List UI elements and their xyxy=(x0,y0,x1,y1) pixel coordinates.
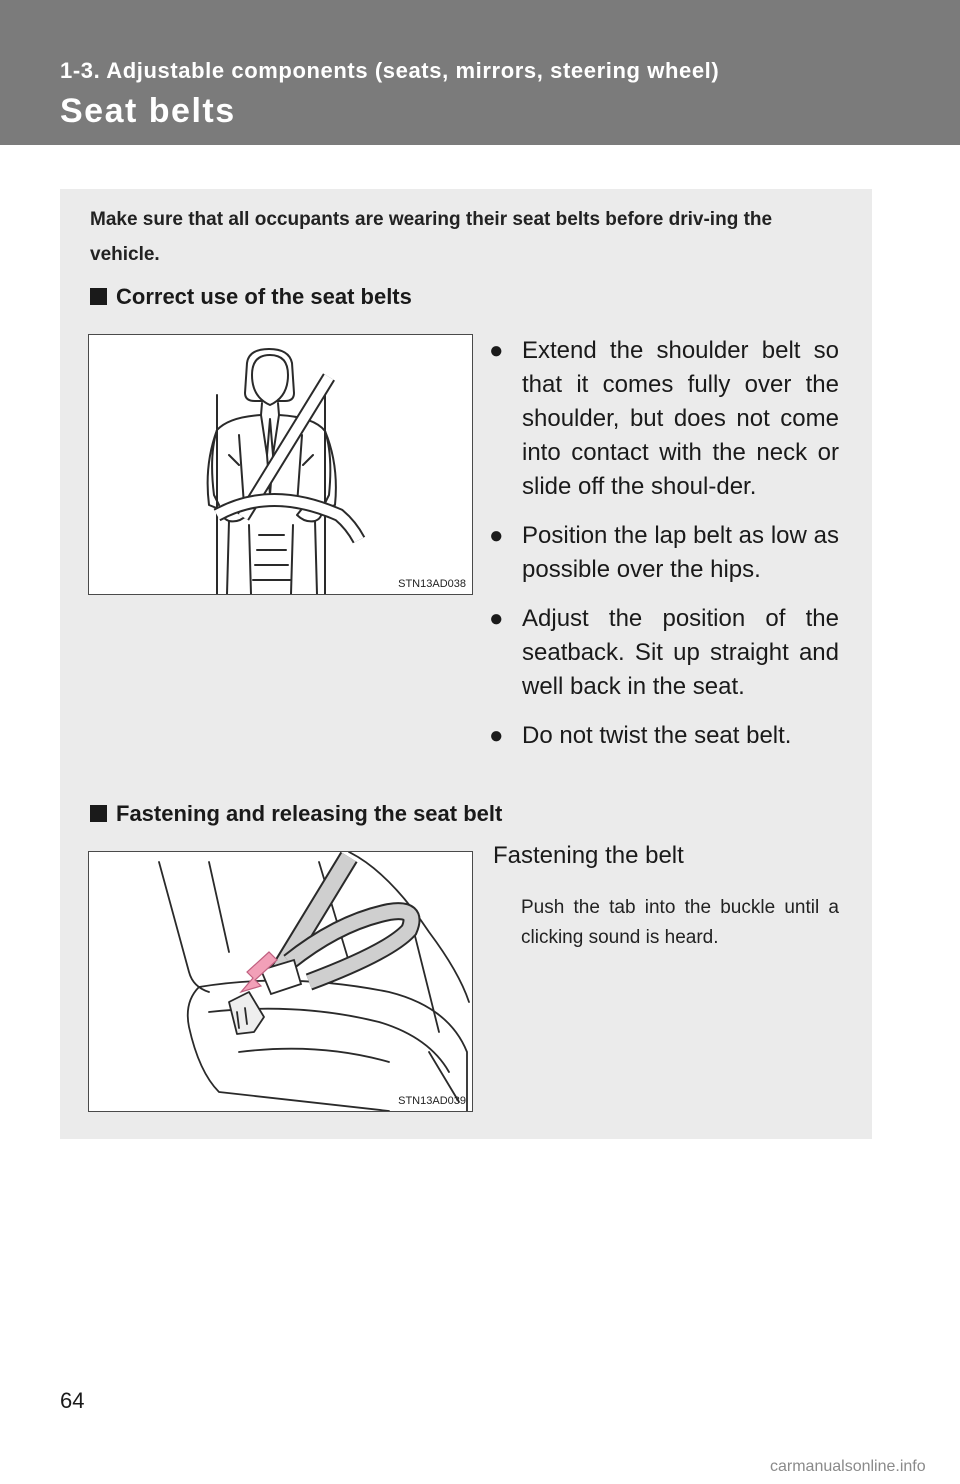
list-item: ● Adjust the position of the seatback. Sit up straight and well back in the seat. xyxy=(489,602,839,704)
buckle-illustration xyxy=(89,852,472,1111)
subheading-text: Fastening and releasing the seat belt xyxy=(116,801,503,826)
bullet-dot-icon: ● xyxy=(489,522,504,549)
fastening-description: Push the tab into the buckle until a clicking sound is heard. xyxy=(521,897,839,948)
figure-buckle xyxy=(88,851,473,1112)
section-title: 1-3. Adjustable components (seats, mirrors, steering wheel) xyxy=(60,58,720,83)
subheading-fastening xyxy=(90,801,502,827)
figure-seated-occupant xyxy=(88,334,473,595)
bullet-dot-icon: ● xyxy=(489,337,504,364)
intro-text: Make sure that all occupants are wearing their seat belts before driv-ing the vehicle. xyxy=(90,209,773,265)
bullet-list xyxy=(489,334,839,768)
subheading-text: Correct use of the seat belts xyxy=(116,284,412,309)
subheading-correct-use xyxy=(90,284,412,310)
fastening-label: Fastening the belt xyxy=(493,842,684,869)
list-item: ● Do not twist the seat belt. xyxy=(489,719,839,753)
list-item: ● Position the lap belt as low as possible over the hips. xyxy=(489,519,839,587)
bullet-dot-icon: ● xyxy=(489,722,504,749)
page-header xyxy=(0,0,960,145)
page-title: Seat belts xyxy=(60,92,236,130)
square-bullet-icon xyxy=(90,288,107,305)
list-item: ● Extend the shoulder belt so that it comes fully over the shoulder, but does not come into contact with the neck or slide off the shoul-der. xyxy=(489,334,839,504)
figure-code: STN13AD038 xyxy=(398,578,466,590)
bullet-dot-icon: ● xyxy=(489,605,504,632)
seated-occupant-illustration xyxy=(89,335,472,594)
watermark: carmanualsonline.info xyxy=(770,1458,926,1475)
page-number: 64 xyxy=(60,1388,85,1413)
square-bullet-icon xyxy=(90,805,107,822)
figure-code: STN13AD039 xyxy=(398,1095,466,1107)
